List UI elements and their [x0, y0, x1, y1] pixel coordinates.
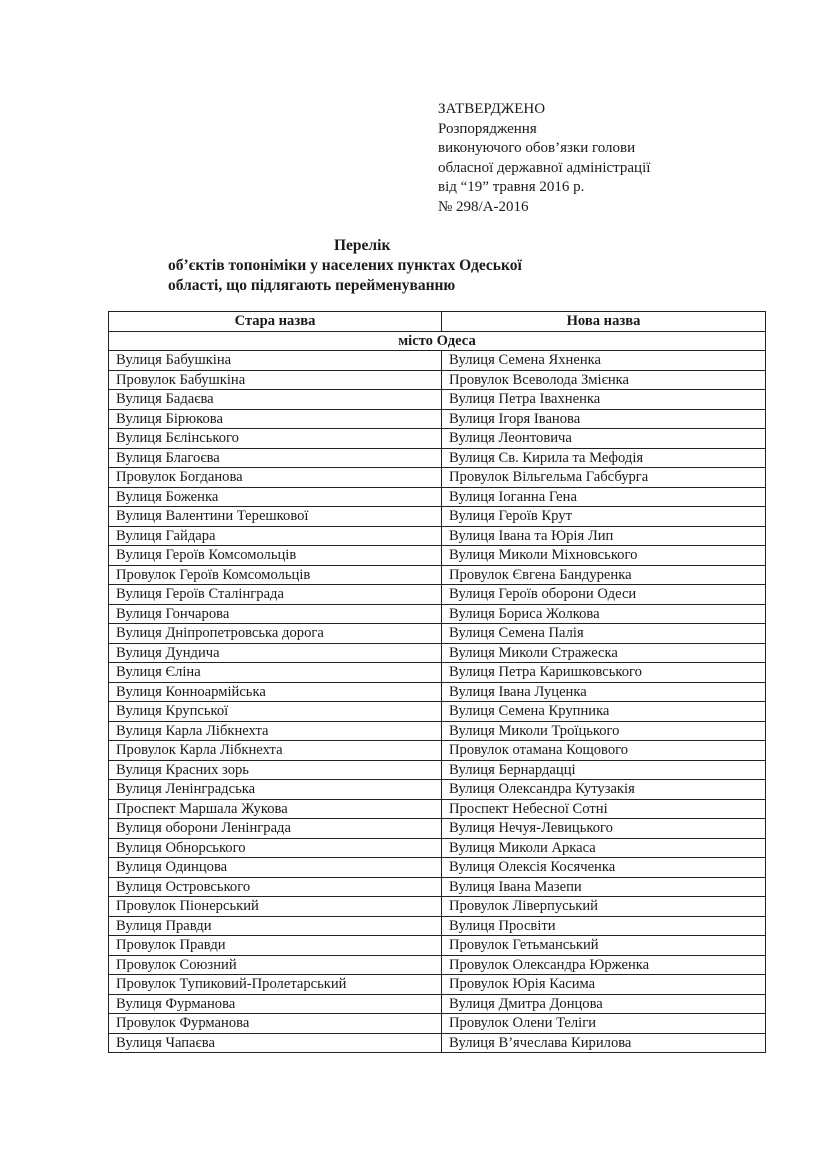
table-row — [109, 546, 766, 566]
table-row — [109, 585, 766, 605]
old-name-cell: Вулиця Гайдара — [109, 526, 442, 546]
table-row — [109, 877, 766, 897]
new-name-cell: Проспект Небесної Сотні — [442, 799, 766, 819]
header-old-name: Стара назва — [109, 312, 442, 332]
table-row — [109, 643, 766, 663]
old-name-cell: Вулиця Конноармійська — [109, 682, 442, 702]
section-row — [109, 331, 766, 351]
new-name-cell: Вулиця В’ячеслава Кирилова — [442, 1033, 766, 1053]
table-row — [109, 624, 766, 644]
new-name-cell: Вулиця Ігоря Іванова — [442, 409, 766, 429]
old-name-cell: Вулиця Героїв Комсомольців — [109, 546, 442, 566]
title-line-3: області, що підлягають перейменуванню — [168, 277, 456, 294]
old-name-cell: Провулок Богданова — [109, 468, 442, 488]
new-name-cell: Провулок Юрія Касима — [442, 975, 766, 995]
old-name-cell: Вулиця Бірюкова — [109, 409, 442, 429]
table-row — [109, 838, 766, 858]
new-name-cell: Вулиця Миколи Троїцького — [442, 721, 766, 741]
approval-stamp — [438, 100, 650, 218]
old-name-cell: Вулиця Дніпропетровська дорога — [109, 624, 442, 644]
new-name-cell: Вулиця Просвіти — [442, 916, 766, 936]
approval-date: від “19” травня 2016 р. — [438, 179, 585, 196]
old-name-cell: Вулиця Красних зорь — [109, 760, 442, 780]
section-city-odesa: місто Одеса — [109, 331, 766, 351]
new-name-cell: Провулок Олександра Юрженка — [442, 955, 766, 975]
new-name-cell: Вулиця Івана Луценка — [442, 682, 766, 702]
new-name-cell: Вулиця Олексія Косяченка — [442, 858, 766, 878]
table-row — [109, 565, 766, 585]
table-row — [109, 526, 766, 546]
table-row — [109, 351, 766, 371]
old-name-cell: Провулок Союзний — [109, 955, 442, 975]
old-name-cell: Вулиця Героїв Сталінграда — [109, 585, 442, 605]
old-name-cell: Вулиця Ленінградська — [109, 780, 442, 800]
table-row — [109, 1033, 766, 1053]
new-name-cell: Вулиця Св. Кирила та Мефодія — [442, 448, 766, 468]
old-name-cell: Вулиця Правди — [109, 916, 442, 936]
old-name-cell: Вулиця Обнорського — [109, 838, 442, 858]
header-new-name: Нова назва — [442, 312, 766, 332]
new-name-cell: Вулиця Семена Яхненка — [442, 351, 766, 371]
old-name-cell: Проспект Маршала Жукова — [109, 799, 442, 819]
old-name-cell: Вулиця Островського — [109, 877, 442, 897]
new-name-cell: Вулиця Бернардацці — [442, 760, 766, 780]
table-row — [109, 390, 766, 410]
old-name-cell: Провулок Героїв Комсомольців — [109, 565, 442, 585]
old-name-cell: Провулок Піонерський — [109, 897, 442, 917]
old-name-cell: Провулок Карла Лібкнехта — [109, 741, 442, 761]
new-name-cell: Вулиця Івана Мазепи — [442, 877, 766, 897]
new-name-cell: Вулиця Миколи Аркаса — [442, 838, 766, 858]
table-row — [109, 975, 766, 995]
table-row — [109, 916, 766, 936]
new-name-cell: Вулиця Семена Палія — [442, 624, 766, 644]
old-name-cell: Вулиця оборони Ленінграда — [109, 819, 442, 839]
new-name-cell: Вулиця Героїв оборони Одеси — [442, 585, 766, 605]
new-name-cell: Провулок Євгена Бандуренка — [442, 565, 766, 585]
new-name-cell: Вулиця Бориса Жолкова — [442, 604, 766, 624]
document-title — [168, 236, 522, 296]
table-row — [109, 994, 766, 1014]
old-name-cell: Вулиця Єліна — [109, 663, 442, 683]
table-row — [109, 799, 766, 819]
old-name-cell: Провулок Фурманова — [109, 1014, 442, 1034]
table-row — [109, 468, 766, 488]
new-name-cell: Провулок Гетьманський — [442, 936, 766, 956]
table-row — [109, 760, 766, 780]
table-row — [109, 682, 766, 702]
old-name-cell: Вулиця Карла Лібкнехта — [109, 721, 442, 741]
new-name-cell: Вулиця Петра Каришковського — [442, 663, 766, 683]
table-row — [109, 955, 766, 975]
new-name-cell: Вулиця Миколи Стражеска — [442, 643, 766, 663]
approval-heading: ЗАТВЕРДЖЕНО — [438, 101, 546, 117]
table-row — [109, 721, 766, 741]
title-line-2: об’єктів топоніміки у населених пунктах Одеської — [168, 257, 522, 274]
old-name-cell: Вулиця Валентини Терешкової — [109, 507, 442, 527]
table-row — [109, 741, 766, 761]
new-name-cell: Вулиця Дмитра Донцова — [442, 994, 766, 1014]
old-name-cell: Вулиця Фурманова — [109, 994, 442, 1014]
table-row — [109, 780, 766, 800]
table-row — [109, 409, 766, 429]
title-line-1: Перелік — [334, 237, 391, 254]
old-name-cell: Вулиця Бєлінського — [109, 429, 442, 449]
old-name-cell: Провулок Правди — [109, 936, 442, 956]
old-name-cell: Провулок Тупиковий-Пролетарський — [109, 975, 442, 995]
new-name-cell: Провулок отамана Кощового — [442, 741, 766, 761]
old-name-cell: Вулиця Одинцова — [109, 858, 442, 878]
table-row — [109, 507, 766, 527]
table-row — [109, 936, 766, 956]
old-name-cell: Вулиця Боженка — [109, 487, 442, 507]
table-row — [109, 663, 766, 683]
old-name-cell: Вулиця Бадаєва — [109, 390, 442, 410]
new-name-cell: Провулок Олени Теліги — [442, 1014, 766, 1034]
old-name-cell: Вулиця Чапаєва — [109, 1033, 442, 1053]
new-name-cell: Вулиця Івана та Юрія Лип — [442, 526, 766, 546]
old-name-cell: Вулиця Бабушкіна — [109, 351, 442, 371]
new-name-cell: Провулок Ліверпуський — [442, 897, 766, 917]
old-name-cell: Вулиця Крупської — [109, 702, 442, 722]
old-name-cell: Вулиця Дундича — [109, 643, 442, 663]
new-name-cell: Вулиця Іоганна Гена — [442, 487, 766, 507]
approval-doc-type: Розпорядження — [438, 120, 537, 137]
approval-number: № 298/А-2016 — [438, 198, 529, 215]
table-row — [109, 858, 766, 878]
new-name-cell: Провулок Вільгельма Габсбурга — [442, 468, 766, 488]
table-row — [109, 604, 766, 624]
new-name-cell: Провулок Всеволода Змієнка — [442, 370, 766, 390]
approval-issuer: виконуючого обов’язки голови — [438, 140, 636, 157]
new-name-cell: Вулиця Олександра Кутузакія — [442, 780, 766, 800]
table-row — [109, 429, 766, 449]
table-row — [109, 448, 766, 468]
table-header-row — [109, 312, 766, 332]
new-name-cell: Вулиця Петра Івахненка — [442, 390, 766, 410]
new-name-cell: Вулиця Семена Крупника — [442, 702, 766, 722]
approval-authority: обласної державної адміністрації — [438, 159, 651, 176]
table-row — [109, 897, 766, 917]
new-name-cell: Вулиця Героїв Крут — [442, 507, 766, 527]
old-name-cell: Вулиця Гончарова — [109, 604, 442, 624]
table-row — [109, 702, 766, 722]
new-name-cell: Вулиця Леонтовича — [442, 429, 766, 449]
new-name-cell: Вулиця Нечуя-Левицького — [442, 819, 766, 839]
old-name-cell: Вулиця Благоєва — [109, 448, 442, 468]
renaming-table — [108, 311, 766, 1053]
table-row — [109, 487, 766, 507]
old-name-cell: Провулок Бабушкіна — [109, 370, 442, 390]
new-name-cell: Вулиця Миколи Міхновського — [442, 546, 766, 566]
table-row — [109, 370, 766, 390]
table-row — [109, 819, 766, 839]
table-row — [109, 1014, 766, 1034]
